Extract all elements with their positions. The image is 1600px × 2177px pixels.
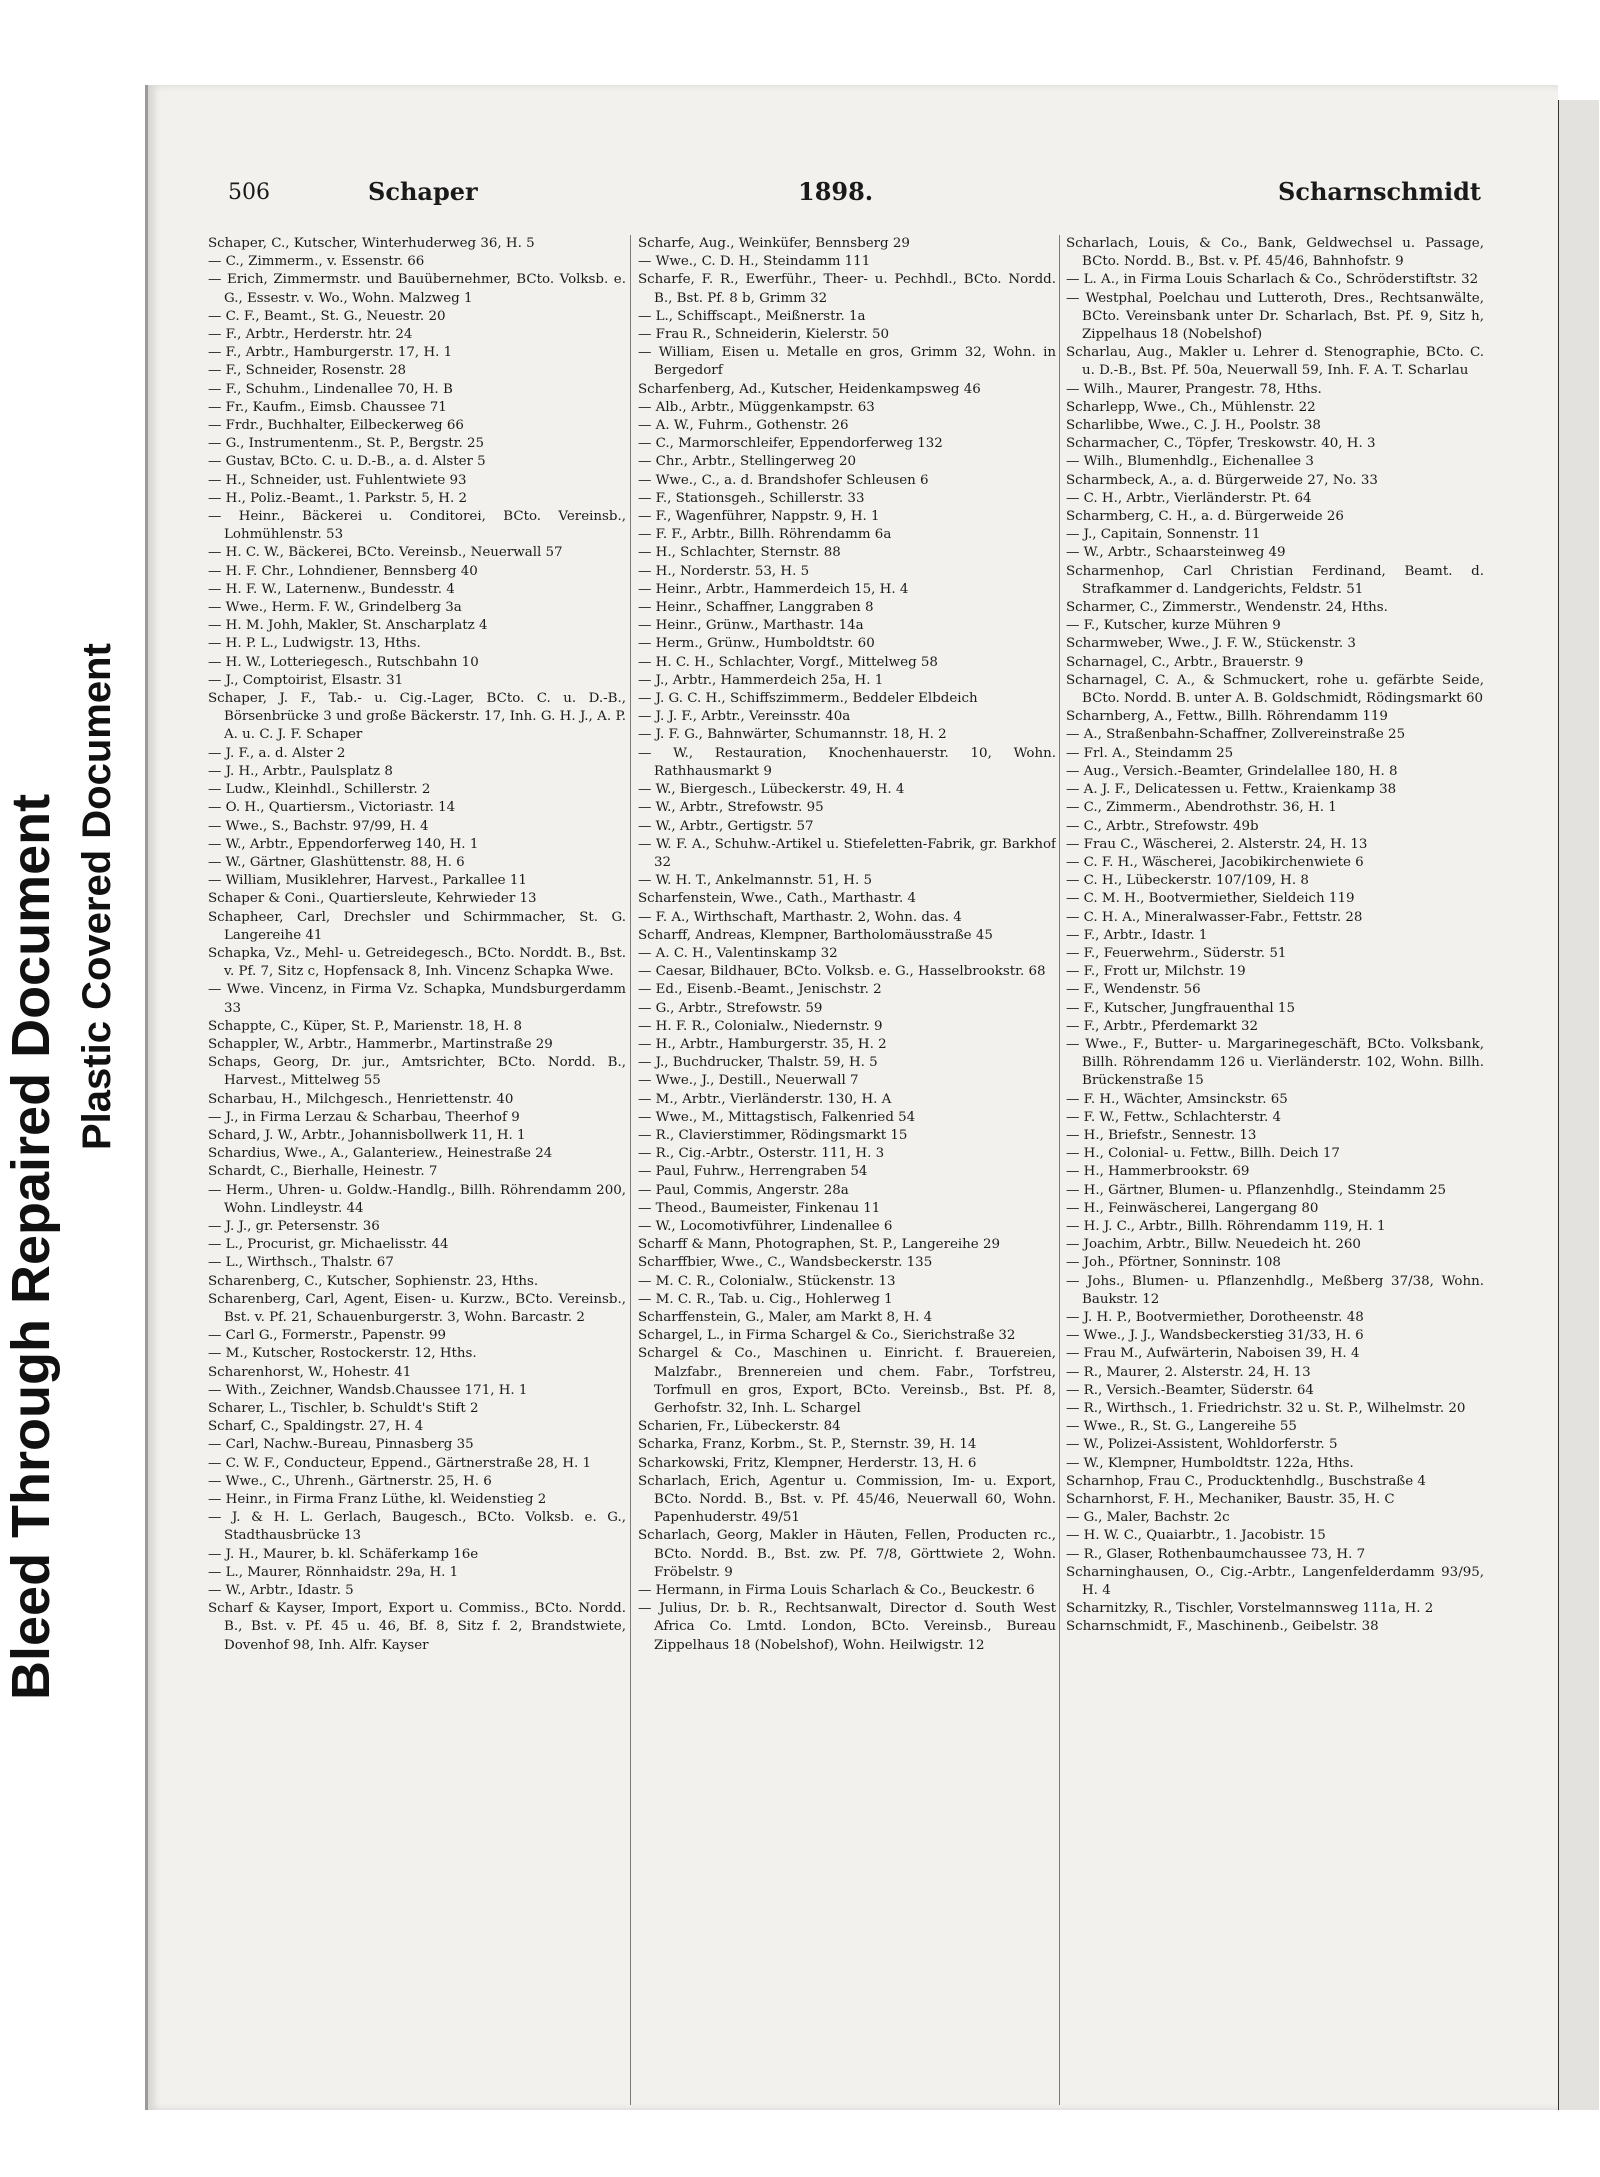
directory-entry: Scharien, Fr., Lübeckerstr. 84 (638, 1419, 841, 1435)
directory-entry: — Wilh., Maurer, Prangestr. 78, Hths. (1066, 381, 1322, 397)
directory-entry: — C. M. H., Bootvermiether, Sieldeich 119 (1066, 891, 1355, 907)
directory-entry: Scharfe, Aug., Weinküfer, Bennsberg 29 (638, 236, 910, 251)
directory-entry: — Ed., Eisenb.-Beamt., Jenischstr. 2 (638, 982, 882, 998)
directory-entry: Scharnhorst, F. H., Mechaniker, Baustr. 35, H. C (1066, 1492, 1395, 1508)
directory-entry: — Wwe., R., St. G., Langereihe 55 (1066, 1419, 1297, 1435)
directory-column-3 (1066, 235, 1484, 1637)
right-running-head: Scharnschmidt (1278, 177, 1481, 206)
directory-entry: — L., Procurist, gr. Michaelisstr. 44 (208, 1237, 449, 1253)
directory-entry: — Wwe., C., Uhrenh., Gärtnerstr. 25, H. 6 (208, 1473, 492, 1489)
directory-entry: Schappler, W., Arbtr., Hammerbr., Martinstraße 29 (208, 1036, 553, 1052)
directory-entry: — J. F. G., Bahnwärter, Schumannstr. 18, H. 2 (638, 727, 947, 743)
directory-entry: — Wwe., J., Destill., Neuerwall 7 (638, 1073, 859, 1089)
directory-entry: — Wwe., Herm. F. W., Grindelberg 3a (208, 600, 462, 616)
directory-entry: — J., Capitain, Sonnenstr. 11 (1066, 527, 1261, 543)
directory-entry: — W., Gärtner, Glashüttenstr. 88, H. 6 (208, 854, 465, 870)
directory-entry: — J., in Firma Lerzau & Scharbau, Theerhof 9 (208, 1109, 520, 1125)
directory-entry: — J., Buchdrucker, Thalstr. 59, H. 5 (638, 1055, 878, 1071)
directory-entry: Scharlibbe, Wwe., C. J. H., Poolstr. 38 (1066, 418, 1321, 434)
column-divider (1059, 235, 1060, 2105)
directory-entry: — M., Arbtr., Vierländerstr. 130, H. A (638, 1091, 892, 1107)
directory-entry: — Ludw., Kleinhdl., Schillerstr. 2 (208, 782, 431, 798)
directory-entry: — H., Gärtner, Blumen- u. Pflanzenhdlg., Steindamm 25 (1066, 1182, 1447, 1198)
directory-entry: — O. H., Quartiersm., Victoriastr. 14 (208, 800, 456, 816)
directory-entry: — H. W. C., Quaiarbtr., 1. Jacobistr. 15 (1066, 1528, 1326, 1544)
directory-entry: — M. C. R., Tab. u. Cig., Hohlerweg 1 (638, 1291, 893, 1307)
directory-entry: Schardius, Wwe., A., Galanteriew., Heinestraße 24 (208, 1146, 553, 1162)
directory-entry: — Wilh., Blumenhdlg., Eichenallee 3 (1066, 454, 1314, 470)
next-page-edge (1555, 100, 1599, 2110)
directory-entry: — F. A., Wirthschaft, Marthastr. 2, Wohn. das. 4 (638, 909, 962, 925)
directory-entry: — R., Wirthsch., 1. Friedrichstr. 32 u. St. P., Wilhelmstr. 20 (1066, 1401, 1466, 1416)
directory-entry: — J., Arbtr., Hammerdeich 25a, H. 1 (638, 672, 884, 688)
directory-entry: Scharlepp, Wwe., Ch., Mühlenstr. 22 (1066, 399, 1316, 415)
directory-entry: — Paul, Fuhrw., Herrengraben 54 (638, 1164, 868, 1180)
directory-entry: Schaper, C., Kutscher, Winterhuderweg 36, H. 5 (208, 236, 535, 251)
directory-entry: Scharmweber, Wwe., J. F. W., Stückenstr. 3 (1066, 636, 1356, 652)
directory-entry: Schargel & Co., Maschinen u. Einricht. f. Brauereien, Malzfabr., Brennereien und chem. Fabr., Torfstreu, Torfmull en gros, Export, BCto. Vereinsb., Bst. Pf. 8, Gerhofstr. 32, Inh. L. Schargel (638, 1346, 1056, 1416)
directory-entry: — Heinr., Schaffner, Langgraben 8 (638, 600, 874, 616)
directory-entry: Scharnagel, C. A., & Schmuckert, rohe u. gefärbte Seide, BCto. Nordd. B. unter A. B. Goldschmidt, Rödingsmarkt 60 (1066, 672, 1484, 707)
directory-entry: — G., Instrumentenm., St. P., Bergstr. 25 (208, 436, 485, 452)
directory-entry: — Frau C., Wäscherei, 2. Alsterstr. 24, H. 13 (1066, 836, 1368, 852)
directory-entry: — F., Arbtr., Pferdemarkt 32 (1066, 1018, 1259, 1034)
directory-entry: Schargel, L., in Firma Schargel & Co., Sierichstraße 32 (638, 1328, 1016, 1344)
directory-entry: — R., Cig.-Arbtr., Osterstr. 111, H. 3 (638, 1146, 885, 1162)
directory-entry: Scharnitzky, R., Tischler, Vorstelmannsweg 111a, H. 2 (1066, 1601, 1434, 1617)
directory-entry: — Wwe., J. J., Wandsbeckerstieg 31/33, H. 6 (1066, 1328, 1364, 1344)
directory-entry: — A., Straßenbahn-Schaffner, Zollvereinstraße 25 (1066, 727, 1406, 743)
directory-entry: — H., Hammerbrookstr. 69 (1066, 1164, 1250, 1180)
directory-entry: — M. C. R., Colonialw., Stückenstr. 13 (638, 1273, 896, 1289)
directory-entry: Scharlach, Louis, & Co., Bank, Geldwechsel u. Passage, BCto. Nordd. B., Bst. v. Pf. 45/46, Bahnhofstr. 9 (1066, 236, 1484, 270)
directory-entry: — With., Zeichner, Wandsb.Chaussee 171, H. 1 (208, 1382, 528, 1398)
directory-entry: — Carl, Nachw.-Bureau, Pinnasberg 35 (208, 1437, 474, 1453)
directory-entry: Scharf, C., Spaldingstr. 27, H. 4 (208, 1419, 424, 1435)
directory-entry: — Frdr., Buchhalter, Eilbeckerweg 66 (208, 418, 464, 434)
directory-entry: — Joh., Pförtner, Sonninstr. 108 (1066, 1255, 1281, 1271)
directory-entry: — Heinr., Bäckerei u. Conditorei, BCto. Vereinsb., Lohmühlenstr. 53 (208, 509, 626, 543)
directory-entry: — H., Briefstr., Sennestr. 13 (1066, 1127, 1257, 1143)
directory-entry: Scharnberg, A., Fettw., Billh. Röhrendamm 119 (1066, 709, 1388, 725)
scan-margin (0, 0, 150, 2177)
directory-entry: — Chr., Arbtr., Stellingerweg 20 (638, 454, 857, 470)
directory-entry: Scharff & Mann, Photographen, St. P., Langereihe 29 (638, 1237, 1001, 1253)
directory-entry: — Frau R., Schneiderin, Kielerstr. 50 (638, 327, 890, 343)
directory-entry: — Wwe., C., a. d. Brandshofer Schleusen 6 (638, 472, 929, 488)
directory-entry: Scharfenberg, Ad., Kutscher, Heidenkampsweg 46 (638, 381, 981, 397)
directory-entry: Scharmenhop, Carl Christian Ferdinand, Beamt. d. Strafkammer d. Landgerichts, Feldstr. 51 (1066, 563, 1484, 597)
directory-entry: — H. P. L., Ludwigstr. 13, Hths. (208, 636, 421, 652)
directory-entry: — J. H. P., Bootvermiether, Dorotheenstr. 48 (1066, 1309, 1364, 1325)
directory-entry: — H. W., Lotteriegesch., Rutschbahn 10 (208, 654, 479, 670)
page-number: 506 (228, 180, 270, 205)
directory-entry: Scharlach, Erich, Agentur u. Commission, Im- u. Export, BCto. Nordd. B., Bst. v. Pf. 45/46, Neuerwall 60, Wohn. Papenhuderstr. 49/51 (638, 1473, 1056, 1526)
directory-entry: — Wwe. Vincenz, in Firma Vz. Schapka, Mundsburgerdamm 33 (208, 982, 626, 1016)
directory-entry: — Heinr., Grünw., Marthastr. 14a (638, 618, 864, 634)
directory-entry: — F., Schuhm., Lindenallee 70, H. B (208, 381, 453, 397)
directory-entry: — F., Arbtr., Herderstr. htr. 24 (208, 327, 413, 343)
directory-entry: Scharnhop, Frau C., Producktenhdlg., Buschstraße 4 (1066, 1473, 1426, 1489)
directory-entry: — Carl G., Formerstr., Papenstr. 99 (208, 1328, 447, 1344)
directory-entry: — A. C. H., Valentinskamp 32 (638, 945, 838, 961)
directory-entry: — R., Maurer, 2. Alsterstr. 24, H. 13 (1066, 1364, 1311, 1380)
directory-entry: Scharer, L., Tischler, b. Schuldt's Stift 2 (208, 1401, 479, 1416)
column-divider (630, 235, 631, 2105)
directory-entry: — H., Schneider, ust. Fuhlentwiete 93 (208, 472, 467, 488)
directory-entry: — W., Locomotivführer, Lindenallee 6 (638, 1218, 893, 1234)
directory-entry: Scharka, Franz, Korbm., St. P., Sternstr. 39, H. 14 (638, 1437, 977, 1453)
directory-entry: Schaper, J. F., Tab.- u. Cig.-Lager, BCto. C. u. D.-B., Börsenbrücke 3 und große Bäckerstr. 17, Inh. G. H. J., A. P. A. u. C. J. F. Schaper (208, 691, 626, 743)
plastic-covered-label: Plastic Covered Document (75, 643, 119, 1150)
directory-entry: — C. F., Beamt., St. G., Neuestr. 20 (208, 308, 446, 324)
directory-entry: — W., Restauration, Knochenhauerstr. 10, Wohn. Rathhausmarkt 9 (638, 745, 1056, 779)
directory-entry: — Wwe., M., Mittagstisch, Falkenried 54 (638, 1109, 916, 1125)
directory-entry: — W., Arbtr., Strefowstr. 95 (638, 800, 824, 816)
directory-entry: — A. W., Fuhrm., Gothenstr. 26 (638, 418, 849, 434)
directory-entry: Scharenberg, Carl, Agent, Eisen- u. Kurzw., BCto. Vereinsb., Bst. v. Pf. 21, Schauenburgerstr. 3, Wohn. Barcastr. 2 (208, 1291, 626, 1325)
directory-entry: Schaps, Georg, Dr. jur., Amtsrichter, BCto. Nordd. B., Harvest., Mittelweg 55 (208, 1055, 626, 1089)
directory-entry: Scharffbier, Wwe., C., Wandsbeckerstr. 135 (638, 1255, 933, 1271)
directory-entry: — J. H., Maurer, b. kl. Schäferkamp 16e (208, 1546, 479, 1562)
directory-entry: Scharf & Kayser, Import, Export u. Commiss., BCto. Nordd. B., Bst. v. Pf. 45 u. 46, Bf. 8, Sitz f. 2, Brandstwiete, Dovenhof 98, Inh. Alfr. Kayser (208, 1601, 626, 1653)
directory-entry: — H. J. C., Arbtr., Billh. Röhrendamm 119, H. 1 (1066, 1218, 1386, 1234)
directory-entry: — R., Clavierstimmer, Rödingsmarkt 15 (638, 1127, 908, 1143)
directory-entry: — F., Wagenführer, Nappstr. 9, H. 1 (638, 509, 880, 525)
directory-entry: Scharnagel, C., Arbtr., Brauerstr. 9 (1066, 654, 1304, 670)
directory-entry: — W., Arbtr., Eppendorferweg 140, H. 1 (208, 836, 479, 852)
directory-entry: Scharmacher, C., Töpfer, Treskowstr. 40, H. 3 (1066, 436, 1376, 452)
directory-entry: — C., Marmorschleifer, Eppendorferweg 132 (638, 436, 943, 452)
directory-entry: Scharenberg, C., Kutscher, Sophienstr. 23, Hths. (208, 1273, 539, 1289)
directory-entry: Scharninghausen, O., Cig.-Arbtr., Langenfelderdamm 93/95, H. 4 (1066, 1564, 1484, 1599)
directory-entry: Schardt, C., Bierhalle, Heinestr. 7 (208, 1164, 438, 1180)
directory-entry: — F. H., Wächter, Amsinckstr. 65 (1066, 1091, 1288, 1107)
directory-entry: — Joachim, Arbtr., Billw. Neuedeich ht. 260 (1066, 1237, 1361, 1253)
directory-entry: — W., Arbtr., Gertigstr. 57 (638, 818, 814, 834)
directory-entry: — W., Klempner, Humboldtstr. 122a, Hths. (1066, 1455, 1354, 1471)
directory-entry: — A. J. F., Delicatessen u. Fettw., Kraienkamp 38 (1066, 782, 1397, 798)
bleed-through-label: Bleed Through Repaired Document (1, 793, 61, 1700)
directory-entry: — F., Stationsgeh., Schillerstr. 33 (638, 490, 865, 506)
directory-entry: — Paul, Commis, Angerstr. 28a (638, 1182, 849, 1198)
directory-entry: — H., Poliz.-Beamt., 1. Parkstr. 5, H. 2 (208, 490, 467, 506)
directory-entry: — Hermann, in Firma Louis Scharlach & Co., Beuckestr. 6 (638, 1583, 1035, 1599)
directory-entry: — William, Musiklehrer, Harvest., Parkallee 11 (208, 873, 527, 889)
directory-entry: — F., Wendenstr. 56 (1066, 982, 1201, 998)
directory-entry: — J., Comptoirist, Elsastr. 31 (208, 672, 404, 688)
directory-entry: Schapka, Vz., Mehl- u. Getreidegesch., BCto. Norddt. B., Bst. v. Pf. 7, Sitz c, Hopfensack 8, Inh. Vincenz Schapka Wwe. (208, 945, 626, 980)
directory-entry: — W., Arbtr., Idastr. 5 (208, 1583, 354, 1599)
directory-entry: — H., Norderstr. 53, H. 5 (638, 563, 810, 579)
directory-entry: — J. H., Arbtr., Paulsplatz 8 (208, 763, 393, 779)
directory-entry: — R., Glaser, Rothenbaumchaussee 73, H. 7 (1066, 1546, 1366, 1562)
directory-entry: — H. F. W., Laternenw., Bundesstr. 4 (208, 581, 455, 597)
directory-entry: — Julius, Dr. b. R., Rechtsanwalt, Director d. South West Africa Co. Lmtd. London, BCto. Vereinsb., Bureau Zippelhaus 18 (Nobelshof), Wohn. Heilwigstr. 12 (638, 1601, 1056, 1653)
directory-entry: — H., Arbtr., Hamburgerstr. 35, H. 2 (638, 1036, 887, 1052)
directory-entry: — F., Kutscher, Jungfrauenthal 15 (1066, 1000, 1295, 1016)
directory-entry: — C., Arbtr., Strefowstr. 49b (1066, 818, 1259, 834)
directory-entry: — Fr., Kaufm., Eimsb. Chaussee 71 (208, 399, 447, 415)
directory-entry: — H., Schlachter, Sternstr. 88 (638, 545, 841, 561)
directory-entry: — C. H., Lübeckerstr. 107/109, H. 8 (1066, 873, 1309, 889)
directory-entry: — Frau M., Aufwärterin, Naboisen 39, H. 4 (1066, 1346, 1360, 1362)
directory-entry: — William, Eisen u. Metalle en gros, Grimm 32, Wohn. in Bergedorf (638, 345, 1056, 379)
directory-entry: — R., Versich.-Beamter, Süderstr. 64 (1066, 1382, 1314, 1398)
directory-page (145, 85, 1558, 2110)
directory-entry: Scharfe, F. R., Ewerführ., Theer- u. Pechhdl., BCto. Nordd. B., Bst. Pf. 8 b, Grimm 32 (638, 272, 1056, 306)
directory-entry: — L., Maurer, Rönnhaidstr. 29a, H. 1 (208, 1564, 459, 1580)
directory-entry: Scharenhorst, W., Hohestr. 41 (208, 1364, 412, 1380)
directory-entry: — F., Arbtr., Idastr. 1 (1066, 927, 1208, 943)
directory-entry: Scharlau, Aug., Makler u. Lehrer d. Stenographie, BCto. C. u. D.-B., Bst. Pf. 50a, Neuerwall 59, Inh. F. A. T. Scharlau (1066, 345, 1484, 379)
directory-entry: — H. C. W., Bäckerei, BCto. Vereinsb., Neuerwall 57 (208, 545, 563, 561)
directory-entry: — M., Kutscher, Rostockerstr. 12, Hths. (208, 1346, 477, 1362)
directory-entry: — F. W., Fettw., Schlachterstr. 4 (1066, 1109, 1282, 1125)
year-heading: 1898. (798, 177, 874, 206)
directory-entry: Scharlach, Georg, Makler in Häuten, Fellen, Producten rc., BCto. Nordd. B., Bst. zw. Pf. 7/8, Görttwiete 2, Wohn. Fröbelstr. 9 (638, 1528, 1056, 1580)
directory-entry: Schappte, C., Küper, St. P., Marienstr. 18, H. 8 (208, 1018, 523, 1034)
directory-entry: Scharmbeck, A., a. d. Bürgerweide 27, No. 33 (1066, 472, 1378, 488)
directory-entry: — L., Wirthsch., Thalstr. 67 (208, 1255, 394, 1271)
directory-entry: — C. H. A., Mineralwasser-Fabr., Fettstr. 28 (1066, 909, 1363, 925)
directory-entry: — J. J., gr. Petersenstr. 36 (208, 1218, 380, 1234)
directory-entry: — H. C. H., Schlachter, Vorgf., Mittelweg 58 (638, 654, 938, 670)
directory-entry: — G., Arbtr., Strefowstr. 59 (638, 1000, 823, 1016)
directory-entry: Scharnschmidt, F., Maschinenb., Geibelstr. 38 (1066, 1619, 1379, 1635)
directory-entry: — Herm., Uhren- u. Goldw.-Handlg., Billh. Röhrendamm 200, Wohn. Lindleystr. 44 (208, 1182, 626, 1216)
directory-entry: Scharffenstein, G., Maler, am Markt 8, H. 4 (638, 1309, 933, 1325)
directory-entry: — C., Zimmerm., v. Essenstr. 66 (208, 254, 425, 270)
directory-entry: Schapheer, Carl, Drechsler und Schirmmacher, St. G. Langereihe 41 (208, 909, 626, 943)
directory-entry: — Wwe., C. D. H., Steindamm 111 (638, 254, 871, 270)
directory-entry: — W., Biergesch., Lübeckerstr. 49, H. 4 (638, 782, 905, 798)
directory-entry: Scharfenstein, Wwe., Cath., Marthastr. 4 (638, 891, 917, 907)
directory-entry: — F. F., Arbtr., Billh. Röhrendamm 6a (638, 527, 892, 543)
directory-entry: Scharff, Andreas, Klempner, Bartholomäusstraße 45 (638, 927, 993, 943)
directory-entry: — Herm., Grünw., Humboldtstr. 60 (638, 636, 875, 652)
directory-entry: — H. M. Johh, Makler, St. Anscharplatz 4 (208, 618, 488, 634)
directory-entry: — C. F. H., Wäscherei, Jacobikirchenwiete 6 (1066, 854, 1364, 870)
directory-entry: — H. F. Chr., Lohndiener, Bennsberg 40 (208, 563, 478, 579)
directory-entry: — Theod., Baumeister, Finkenau 11 (638, 1200, 881, 1216)
directory-entry: Scharmer, C., Zimmerstr., Wendenstr. 24, Hths. (1066, 600, 1388, 616)
directory-entry: — F., Schneider, Rosenstr. 28 (208, 363, 406, 379)
directory-entry: — F., Arbtr., Hamburgerstr. 17, H. 1 (208, 345, 453, 361)
directory-entry: — L. A., in Firma Louis Scharlach & Co., Schröderstiftstr. 32 (1066, 272, 1479, 288)
directory-entry: Scharmberg, C. H., a. d. Bürgerweide 26 (1066, 509, 1344, 525)
directory-entry: — J. F., a. d. Alster 2 (208, 745, 346, 761)
directory-entry: — Wwe., S., Bachstr. 97/99, H. 4 (208, 818, 429, 834)
directory-entry: — J. G. C. H., Schiffszimmerm., Beddeler Elbdeich (638, 691, 978, 707)
directory-entry: Scharbau, H., Milchgesch., Henriettenstr. 40 (208, 1091, 514, 1107)
directory-entry: — H. F. R., Colonialw., Niedernstr. 9 (638, 1018, 883, 1034)
directory-entry: — C. H., Arbtr., Vierländerstr. Pt. 64 (1066, 490, 1312, 506)
directory-entry: — Alb., Arbtr., Müggenkampstr. 63 (638, 399, 875, 415)
directory-entry: — J. & H. L. Gerlach, Baugesch., BCto. Volksb. e. G., Stadthausbrücke 13 (208, 1510, 626, 1544)
directory-entry: Schard, J. W., Arbtr., Johannisbollwerk 11, H. 1 (208, 1127, 526, 1143)
directory-entry: — G., Maler, Bachstr. 2c (1066, 1510, 1230, 1526)
directory-entry: — Wwe., F., Butter- u. Margarinegeschäft, BCto. Volksbank, Billh. Röhrendamm 126 u. Vierländerstr. 102, Wohn. Billh. Brückenstraße 15 (1066, 1036, 1484, 1089)
directory-entry: — Johs., Blumen- u. Pflanzenhdlg., Meßberg 37/38, Wohn. Baukstr. 12 (1066, 1273, 1484, 1307)
left-running-head: Schaper (368, 177, 478, 206)
directory-entry: — W., Arbtr., Schaarsteinweg 49 (1066, 545, 1286, 561)
directory-entry: — F., Feuerwehrm., Süderstr. 51 (1066, 945, 1287, 961)
directory-entry: — L., Schiffscapt., Meißnerstr. 1a (638, 308, 866, 324)
directory-entry: — H., Colonial- u. Fettw., Billh. Deich 17 (1066, 1146, 1340, 1162)
directory-entry: — Aug., Versich.-Beamter, Grindelallee 180, H. 8 (1066, 763, 1398, 779)
page-header (228, 177, 1498, 221)
directory-entry: — Caesar, Bildhauer, BCto. Volksb. e. G., Hasselbrookstr. 68 (638, 964, 1046, 980)
directory-entry: — C. W. F., Conducteur, Eppend., Gärtnerstraße 28, H. 1 (208, 1455, 592, 1471)
directory-entry: — Frl. A., Steindamm 25 (1066, 745, 1234, 761)
directory-entry: — Heinr., Arbtr., Hammerdeich 15, H. 4 (638, 581, 909, 597)
directory-entry: — W. H. T., Ankelmannstr. 51, H. 5 (638, 873, 873, 889)
directory-entry: — F., Kutscher, kurze Mühren 9 (1066, 618, 1281, 634)
directory-entry: — Westphal, Poelchau und Lutteroth, Dres., Rechtsanwälte, BCto. Vereinsbank unter Dr. Scharlach, Bst. Pf. 9, Sitz h, Zippelhaus 18 (Nobelshof) (1066, 290, 1484, 343)
directory-entry: — H., Feinwäscherei, Langergang 80 (1066, 1200, 1319, 1216)
directory-entry: — F., Frott ur, Milchstr. 19 (1066, 964, 1246, 980)
directory-entry: Scharkowski, Fritz, Klempner, Herderstr. 13, H. 6 (638, 1455, 977, 1471)
directory-entry: — Erich, Zimmermstr. und Bauübernehmer, BCto. Volksb. e. G., Essestr. v. Wo., Wohn. Malzweg 1 (208, 272, 626, 306)
directory-entry: — W., Polizei-Assistent, Wohldorferstr. 5 (1066, 1437, 1338, 1453)
directory-column-1 (208, 235, 626, 1655)
directory-entry: — J. J. F., Arbtr., Vereinsstr. 40a (638, 709, 851, 725)
directory-entry: — C., Zimmerm., Abendrothstr. 36, H. 1 (1066, 800, 1337, 816)
directory-entry: — W. F. A., Schuhw.-Artikel u. Stiefeletten-Fabrik, gr. Barkhof 32 (638, 836, 1056, 870)
directory-column-2 (638, 235, 1056, 1655)
directory-entry: — Gustav, BCto. C. u. D.-B., a. d. Alster 5 (208, 454, 486, 470)
directory-entry: Schaper & Coni., Quartiersleute, Kehrwieder 13 (208, 891, 537, 907)
directory-entry: — Heinr., in Firma Franz Lüthe, kl. Weidenstieg 2 (208, 1492, 547, 1508)
